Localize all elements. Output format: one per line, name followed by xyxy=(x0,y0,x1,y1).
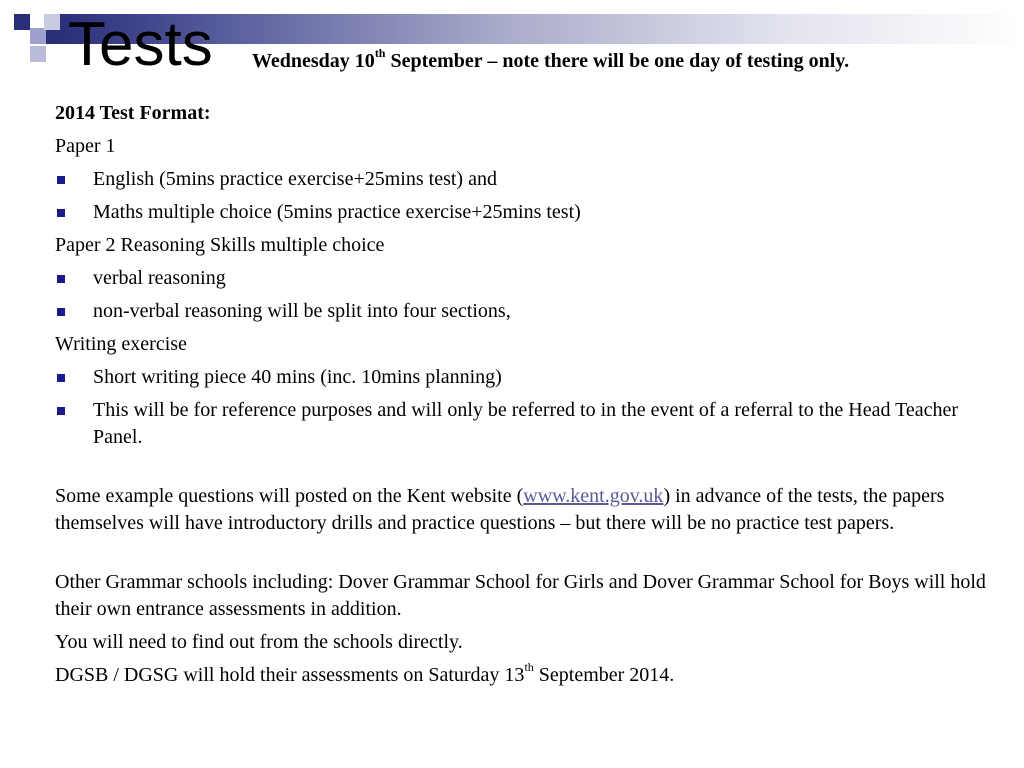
square-bullet-icon xyxy=(57,374,65,382)
list-item: English (5mins practice exercise+25mins test) and xyxy=(55,166,995,193)
square-bullet-icon xyxy=(57,176,65,184)
list-item: Maths multiple choice (5mins practice exercise+25mins test) xyxy=(55,199,995,226)
find-out-paragraph: You will need to find out from the schools directly. xyxy=(55,631,463,653)
slide-subtitle: Wednesday 10th September – note there will be one day of testing only. xyxy=(252,45,850,72)
kent-website-paragraph: Some example questions will posted on the Kent website (www.kent.gov.uk) in advance of the tests, the papers themselves will have introductory drills and practice questions – but there will be no practice test papers. xyxy=(55,485,945,534)
other-schools-paragraph: Other Grammar schools including: Dover Grammar School for Girls and Dover Grammar School for Boys will hold their own entrance assessments in addition. xyxy=(55,571,986,620)
slide-body xyxy=(55,100,995,695)
slide-title: Tests xyxy=(68,10,213,79)
paper1-label: Paper 1 xyxy=(55,135,116,157)
square-bullet-icon xyxy=(57,407,65,415)
square-bullet-icon xyxy=(57,308,65,316)
square-bullet-icon xyxy=(57,275,65,283)
dgsb-paragraph: DGSB / DGSG will hold their assessments on Saturday 13th September 2014. xyxy=(55,659,675,686)
list-item: This will be for reference purposes and will only be referred to in the event of a referral to the Head Teacher Panel. xyxy=(55,397,995,451)
list-item: Short writing piece 40 mins (inc. 10mins planning) xyxy=(55,364,995,391)
format-heading: 2014 Test Format: xyxy=(55,102,211,124)
paper2-label: Paper 2 Reasoning Skills multiple choice xyxy=(55,234,385,256)
kent-website-link[interactable]: www.kent.gov.uk xyxy=(523,485,664,507)
list-item: non-verbal reasoning will be split into four sections, xyxy=(55,298,995,325)
square-bullet-icon xyxy=(57,209,65,217)
writing-label: Writing exercise xyxy=(55,333,187,355)
list-item: verbal reasoning xyxy=(55,265,995,292)
